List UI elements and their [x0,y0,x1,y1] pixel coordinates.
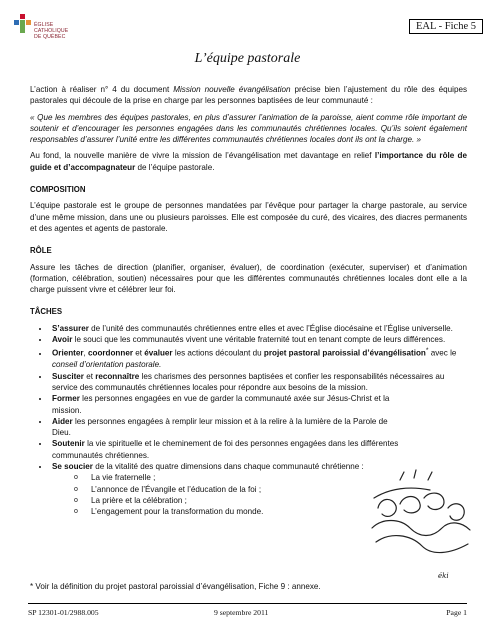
drawing-signature: éki [438,572,449,580]
dimension-item: o L’annonce de l’Évangile et l’éducation de la foi ; [74,484,408,495]
role-heading: RÔLE [30,246,52,256]
fiche-label: EAL - Fiche 5 [409,19,483,34]
task-item: • Aider les personnes engagées à remplir leur mission et à la relire à la lumière de la Parole de Dieu. [50,416,408,439]
document-body [30,84,467,517]
dimensions-list [52,472,408,517]
dimension-item: o La vie fraternelle ; [74,472,408,483]
people-sketch-icon [370,468,474,572]
dimension-item: o L’engagement pour la transformation du monde. [74,506,408,517]
dimension-item: o La prière et la célébration ; [74,495,408,506]
task-item: • Avoir le souci que les communautés vivent une véritable fraternité tout en tenant compte de leurs différences. [50,334,467,345]
composition-heading: COMPOSITION [30,185,86,195]
footnote: * Voir la définition du projet pastoral paroissial d’évangélisation, Fiche 9 : annexe. [30,582,321,591]
tasks-heading: TÂCHES [30,307,63,317]
cross-logo-icon [14,14,32,34]
document-reference: SP 12301-01/2988.005 [28,608,99,617]
diocese-logo [14,14,94,50]
task-item: • Susciter et reconnaître les charismes des personnes baptisées et confier les responsabilités nécessaires au service des communautés chrétiennes locales pour répondre aux besoins de la mission. [50,371,467,394]
composition-text: L’équipe pastorale est le groupe de personnes mandatées par l’évêque pour partager la charge pastorale, au service d’une même mission, dans une ou plusieurs paroisses. Elle est composée du curé, des vicaires, des diacres permanents et des agentes et agents de pastorale. [30,201,467,233]
document-date: 9 septembre 2011 [214,608,269,617]
logo-text: ÉGLISE CATHOLIQUE DE QUÉBEC [34,22,69,41]
intro-conclusion: Au fond, la nouvelle manière de vivre la mission de l’évangélisation met davantage en relief l’importance du rôle de guide et d’accompagnateur de l’équipe pastorale. [30,151,467,172]
intro-paragraph: L’action à réaliser n° 4 du document Mission nouvelle évangélisation précise bien l’ajustement du rôle des équipes pastorales qui découle de la prise en charge par les personnes baptisées de leur communauté : [30,85,467,106]
task-item: • Soutenir la vie spirituelle et le cheminement de foi des personnes engagées dans les différentes communautés chrétiennes. [50,438,408,461]
task-item: • Se soucier de la vitalité des quatre dimensions dans chaque communauté chrétienne : o La vie fraternelle ; o L’annonce de l’Évangile et l’éducation de la foi ; o La prière et la célébration ; o L’engagement pour la transformation du monde. [50,461,408,517]
task-item: • S’assurer de l’unité des communautés chrétiennes entre elles et avec l’Église diocésaine et l’Église universelle. [50,323,467,334]
page-footer [28,603,467,617]
page-number: Page 1 [446,608,467,617]
intro-quote: « Que les membres des équipes pastorales, en plus d’assurer l’animation de la paroisse, aient comme rôle important de soutenir et d’encourager les personnes engagées dans les communautés chrétiennes locales. Qu’ils soient également responsables d’assurer l’unité entre les différentes communautés chrétiennes locales dont ils ont la charge. » [30,112,467,145]
role-text: Assure les tâches de direction (planifier, organiser, évaluer), de coordination (exécuter, superviser) et d’animation (formation, célébration, soutien) nécessaires pour que les différentes communautés chrétiennes locales dont elle a la charge puissent vivre et célébrer leur foi. [30,262,467,295]
task-item: • Orienter, coordonner et évaluer les actions découlant du projet pastoral paroissial d’évangélisation* avec le conseil d’orientation pastorale. [50,345,467,370]
task-item: • Former les personnes engagées en vue de garder la communauté axée sur Jésus-Christ et la mission. [50,393,408,416]
page-title: L’équipe pastorale [194,51,301,66]
group-illustration [370,468,474,572]
